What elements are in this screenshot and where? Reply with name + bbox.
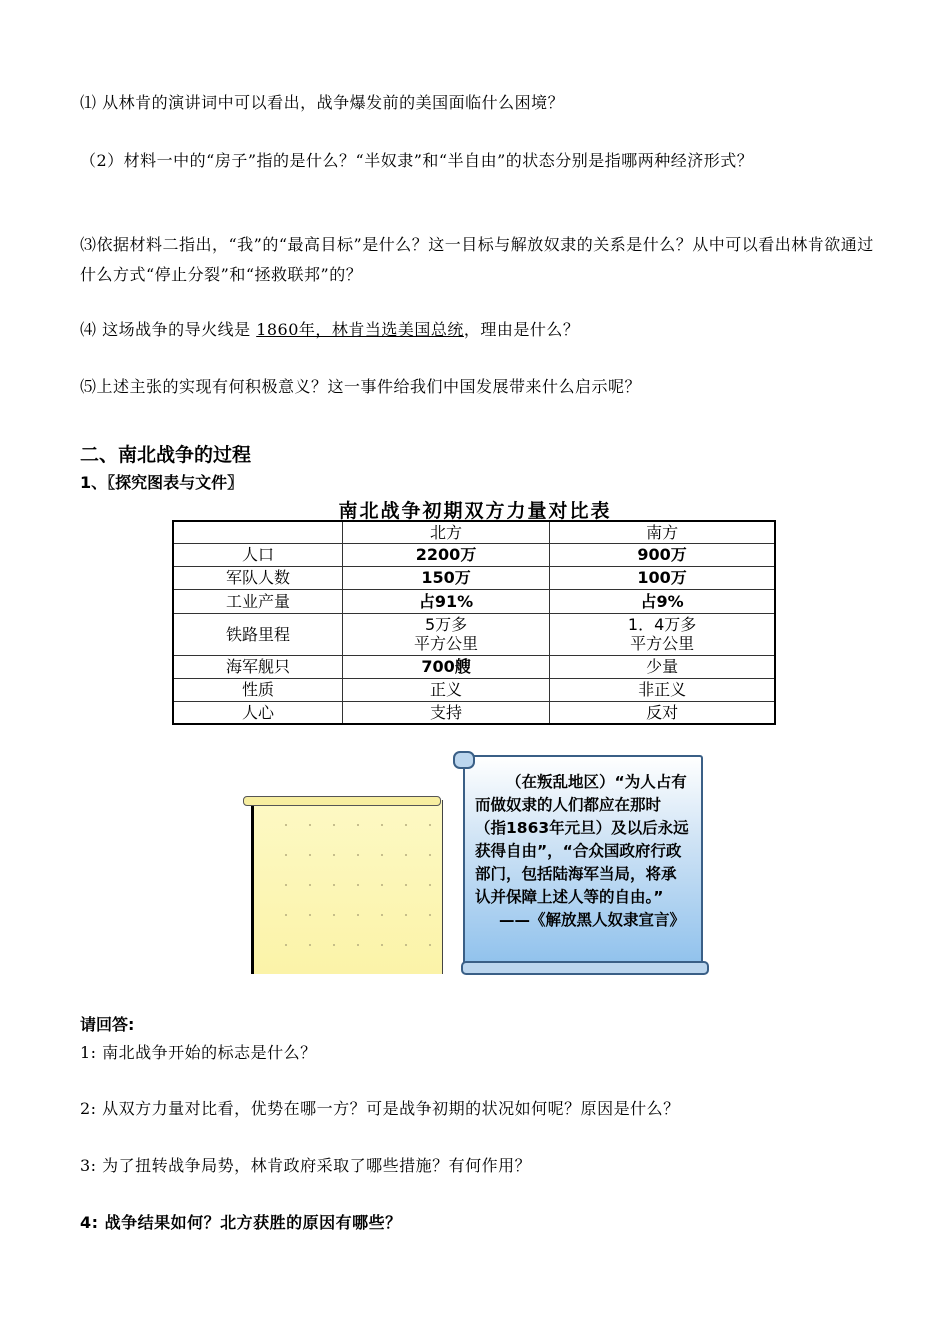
north-cell: 700艘: [342, 655, 549, 678]
answer-question-3: 3: 为了扭转战争局势，林肯政府采取了哪些措施？有何作用？: [80, 1156, 532, 1175]
declaration-scroll: [453, 751, 708, 975]
question-3: ⑶依据材料二指出，“我”的“最高目标”是什么？这一目标与解放奴隶的关系是什么？从中可以看出林肯欲通过什么方式“停止分裂”和“拯救联邦”的？: [80, 235, 874, 284]
row-label: 性质: [173, 678, 342, 701]
answer-title: 请回答:: [80, 1015, 135, 1034]
table-header-row: [173, 521, 775, 543]
south-cell: 少量: [550, 655, 775, 678]
scroll-roll-bottom: [461, 961, 709, 975]
question-5: ⑸上述主张的实现有何积极意义？这一事件给我们中国发展带来什么启示呢？: [80, 377, 642, 396]
declaration-text: （在叛乱地区）“为人占有而做奴隶的人们都应在那时（指1863年元旦）及以后永远获得自由”，“合众国政府行政部门，包括陆海军当局，将承认并保障上述人等的自由。”: [475, 773, 689, 906]
table-row: [173, 613, 775, 655]
scroll-paper: [251, 800, 443, 974]
row-label: 人口: [173, 543, 342, 566]
north-cell: 2200万: [342, 543, 549, 566]
row-label: 军队人数: [173, 566, 342, 589]
north-cell: 5万多 平方公里: [342, 613, 549, 655]
table-row: [173, 701, 775, 724]
north-cell: 占91%: [342, 589, 549, 613]
header-south: 南方: [550, 521, 775, 543]
question-4: [80, 315, 880, 345]
north-cell: 正义: [342, 678, 549, 701]
question-4-underlined: 1860年，林肯当选美国总统: [256, 320, 464, 339]
question-2: （2）材料一中的“房子”指的是什么？“半奴隶”和“半自由”的状态分别是指哪两种经济形式？: [80, 151, 754, 170]
north-cell: 支持: [342, 701, 549, 724]
row-label: 人心: [173, 701, 342, 724]
subsection-title: 1、〖探究图表与文件〗: [80, 473, 244, 492]
declaration-quote: [475, 771, 689, 932]
question-1: ⑴ 从林肯的演讲词中可以看出，战争爆发前的美国面临什么困境？: [80, 93, 565, 112]
row-label: 工业产量: [173, 589, 342, 613]
scroll-roll-top: [453, 751, 475, 769]
comparison-table: [172, 520, 776, 725]
blank-scroll-image: [243, 796, 441, 974]
row-label: 海军舰只: [173, 655, 342, 678]
south-cell: 100万: [550, 566, 775, 589]
north-cell: 150万: [342, 566, 549, 589]
south-cell: 反对: [550, 701, 775, 724]
row-label: 铁路里程: [173, 613, 342, 655]
header-blank: [173, 521, 342, 543]
answer-question-4: 4: 战争结果如何？北方获胜的原因有哪些？: [80, 1213, 402, 1232]
answer-question-2: 2: 从双方力量对比看，优势在哪一方？可是战争初期的状况如何呢？原因是什么？: [80, 1099, 680, 1118]
south-cell: 900万: [550, 543, 775, 566]
south-cell: 占9%: [550, 589, 775, 613]
question-4-prefix: ⑷ 这场战争的导火线是: [80, 320, 257, 339]
scroll-roll: [243, 796, 441, 806]
table-row: [173, 655, 775, 678]
section-title: 二、南北战争的过程: [80, 444, 252, 466]
table-row: [173, 589, 775, 613]
table-row: [173, 543, 775, 566]
table-row: [173, 566, 775, 589]
declaration-source: ——《解放黑人奴隶宣言》: [498, 911, 685, 929]
question-4-suffix: ，理由是什么？: [463, 320, 580, 339]
south-cell: 1．4万多 平方公里: [550, 613, 775, 655]
answer-question-1: 1: 南北战争开始的标志是什么？: [80, 1043, 317, 1062]
table-row: [173, 678, 775, 701]
south-cell: 非正义: [550, 678, 775, 701]
header-north: 北方: [342, 521, 549, 543]
table-title: 南北战争初期双方力量对比表: [338, 500, 612, 522]
